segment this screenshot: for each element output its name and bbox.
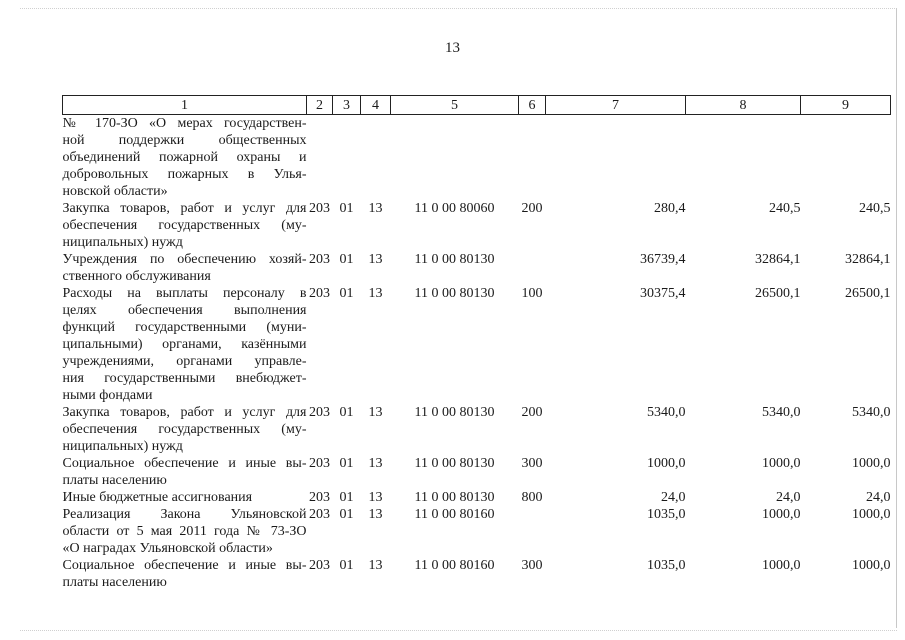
cell-c8 [686, 115, 801, 201]
cell-c3: 01 [339, 456, 354, 471]
cell-c9: 1000,0 [852, 507, 891, 522]
page-number: 13 [445, 40, 460, 56]
row-name-line: Иные бюджетные ассигнования [62, 490, 253, 505]
cell-c2: 203 [309, 405, 330, 420]
cell-c5: 11 0 00 80130 [414, 456, 495, 471]
column-header-2: 2 [307, 96, 333, 115]
row-name [63, 251, 307, 285]
cell-c7: 30375,4 [640, 286, 686, 301]
cell-c8: 26500,1 [755, 286, 801, 301]
cell-c4: 13 [368, 286, 383, 301]
cell-c8: 240,5 [769, 201, 801, 216]
cell-c4 [361, 115, 391, 201]
row-name-line: Социальное обеспечение и иные вы- [62, 456, 307, 471]
cell-c8: 1000,0 [762, 558, 801, 573]
cell-c9: 32864,1 [845, 252, 891, 267]
page-edge-top [20, 8, 897, 10]
cell-c5: 11 0 00 80130 [414, 405, 495, 420]
table-row [63, 115, 891, 201]
row-name-line: платы населению [62, 575, 167, 590]
row-name-line: ной поддержки общественных [62, 133, 307, 148]
cell-c3: 01 [339, 405, 354, 420]
page-edge-bottom [20, 630, 897, 632]
row-name [63, 489, 307, 506]
cell-c8: 1000,0 [762, 507, 801, 522]
cell-c4: 13 [368, 507, 383, 522]
cell-c8: 1000,0 [762, 456, 801, 471]
cell-c8: 32864,1 [755, 252, 801, 267]
column-header-9: 9 [801, 96, 891, 115]
row-name-line: целях обеспечения выполнения [62, 303, 307, 318]
cell-c6 [519, 506, 546, 557]
row-name [63, 455, 307, 489]
row-name-line: новской области» [62, 184, 168, 199]
cell-c2: 203 [309, 201, 330, 216]
cell-c3: 01 [339, 507, 354, 522]
cell-c2: 203 [309, 507, 330, 522]
cell-c9: 1000,0 [852, 558, 891, 573]
column-header-1: 1 [63, 96, 307, 115]
row-name-line: Расходы на выплаты персоналу в [62, 286, 307, 301]
cell-c5: 11 0 00 80130 [414, 490, 495, 505]
table-body [63, 115, 891, 592]
cell-c2: 203 [309, 252, 330, 267]
row-name-line: обеспечения государственных (му- [62, 218, 307, 233]
row-name [63, 404, 307, 455]
cell-c7: 1000,0 [647, 456, 686, 471]
cell-c7: 36739,4 [640, 252, 686, 267]
cell-c6: 100 [521, 286, 543, 301]
cell-c4: 13 [368, 201, 383, 216]
column-header-7: 7 [546, 96, 686, 115]
table-row [63, 285, 891, 404]
row-name-line: ными фондами [62, 388, 153, 403]
column-header-8: 8 [686, 96, 801, 115]
row-name-line: ния государственными внебюджет- [62, 371, 307, 386]
row-name [63, 285, 307, 404]
row-name-line: «О наградах Ульяновской области» [62, 541, 273, 556]
cell-c7: 1035,0 [647, 558, 686, 573]
cell-c9 [801, 115, 891, 201]
table-row [63, 557, 891, 591]
row-name-line: ниципальных) нужд [62, 235, 183, 250]
table-row [63, 251, 891, 285]
row-name [63, 506, 307, 557]
cell-c4: 13 [368, 252, 383, 267]
cell-c2: 203 [309, 456, 330, 471]
cell-c2: 203 [309, 286, 330, 301]
row-name-line: Закупка товаров, работ и услуг для [62, 201, 307, 216]
column-header-5: 5 [391, 96, 519, 115]
cell-c2 [307, 115, 333, 201]
cell-c5: 11 0 00 80160 [414, 558, 495, 573]
row-name-line: добровольных пожарных в Улья- [62, 167, 307, 182]
cell-c6: 200 [521, 201, 543, 216]
cell-c3: 01 [339, 558, 354, 573]
cell-c6 [519, 115, 546, 201]
cell-c8: 5340,0 [762, 405, 801, 420]
cell-c7: 280,4 [654, 201, 686, 216]
row-name [63, 115, 307, 201]
cell-c6: 800 [521, 490, 543, 505]
cell-c7: 1035,0 [647, 507, 686, 522]
page-edge-right [896, 8, 897, 628]
cell-c3: 01 [339, 252, 354, 267]
row-name-line: объединений пожарной охраны и [62, 150, 307, 165]
row-name-line: ственного обслуживания [62, 269, 211, 284]
cell-c3: 01 [339, 490, 354, 505]
row-name [63, 557, 307, 591]
row-name-line: функций государственными (муни- [62, 320, 307, 335]
cell-c6: 200 [521, 405, 543, 420]
column-header-4: 4 [361, 96, 391, 115]
row-name-line: области от 5 мая 2011 года № 73-ЗО [62, 524, 307, 539]
cell-c8: 24,0 [776, 490, 801, 505]
cell-c2: 203 [309, 558, 330, 573]
cell-c9: 5340,0 [852, 405, 891, 420]
row-name-line: Социальное обеспечение и иные вы- [62, 558, 307, 573]
cell-c4: 13 [368, 490, 383, 505]
cell-c7: 24,0 [661, 490, 686, 505]
cell-c6: 300 [521, 558, 543, 573]
row-name-line: Реализация Закона Ульяновской [62, 507, 307, 522]
cell-c6: 300 [521, 456, 543, 471]
column-header-3: 3 [333, 96, 361, 115]
cell-c5: 11 0 00 80160 [414, 507, 495, 522]
budget-table [62, 95, 891, 591]
cell-c5: 11 0 00 80130 [414, 252, 495, 267]
cell-c6 [519, 251, 546, 285]
row-name-line: № 170-ЗО «О мерах государствен- [62, 116, 307, 131]
table-row [63, 404, 891, 455]
cell-c3: 01 [339, 201, 354, 216]
cell-c7: 5340,0 [647, 405, 686, 420]
cell-c9: 1000,0 [852, 456, 891, 471]
row-name-line: Закупка товаров, работ и услуг для [62, 405, 307, 420]
cell-c5 [391, 115, 519, 201]
row-name-line: учреждениями, органами управле- [62, 354, 307, 369]
cell-c4: 13 [368, 405, 383, 420]
cell-c2: 203 [309, 490, 330, 505]
cell-c5: 11 0 00 80130 [414, 286, 495, 301]
cell-c9: 26500,1 [845, 286, 891, 301]
table-row [63, 506, 891, 557]
row-name-line: платы населению [62, 473, 167, 488]
cell-c7 [546, 115, 686, 201]
row-name-line: ципальными) органами, казёнными [62, 337, 307, 352]
row-name-line: ниципальных) нужд [62, 439, 183, 454]
row-name [63, 200, 307, 251]
cell-c3 [333, 115, 361, 201]
table-row [63, 489, 891, 506]
row-name-line: обеспечения государственных (му- [62, 422, 307, 437]
table-row [63, 200, 891, 251]
cell-c3: 01 [339, 286, 354, 301]
cell-c5: 11 0 00 80060 [414, 201, 495, 216]
table-row [63, 455, 891, 489]
table-header-row [63, 96, 891, 115]
cell-c4: 13 [368, 456, 383, 471]
cell-c9: 240,5 [859, 201, 891, 216]
cell-c9: 24,0 [866, 490, 891, 505]
column-header-6: 6 [519, 96, 546, 115]
row-name-line: Учреждения по обеспечению хозяй- [62, 252, 307, 267]
cell-c4: 13 [368, 558, 383, 573]
